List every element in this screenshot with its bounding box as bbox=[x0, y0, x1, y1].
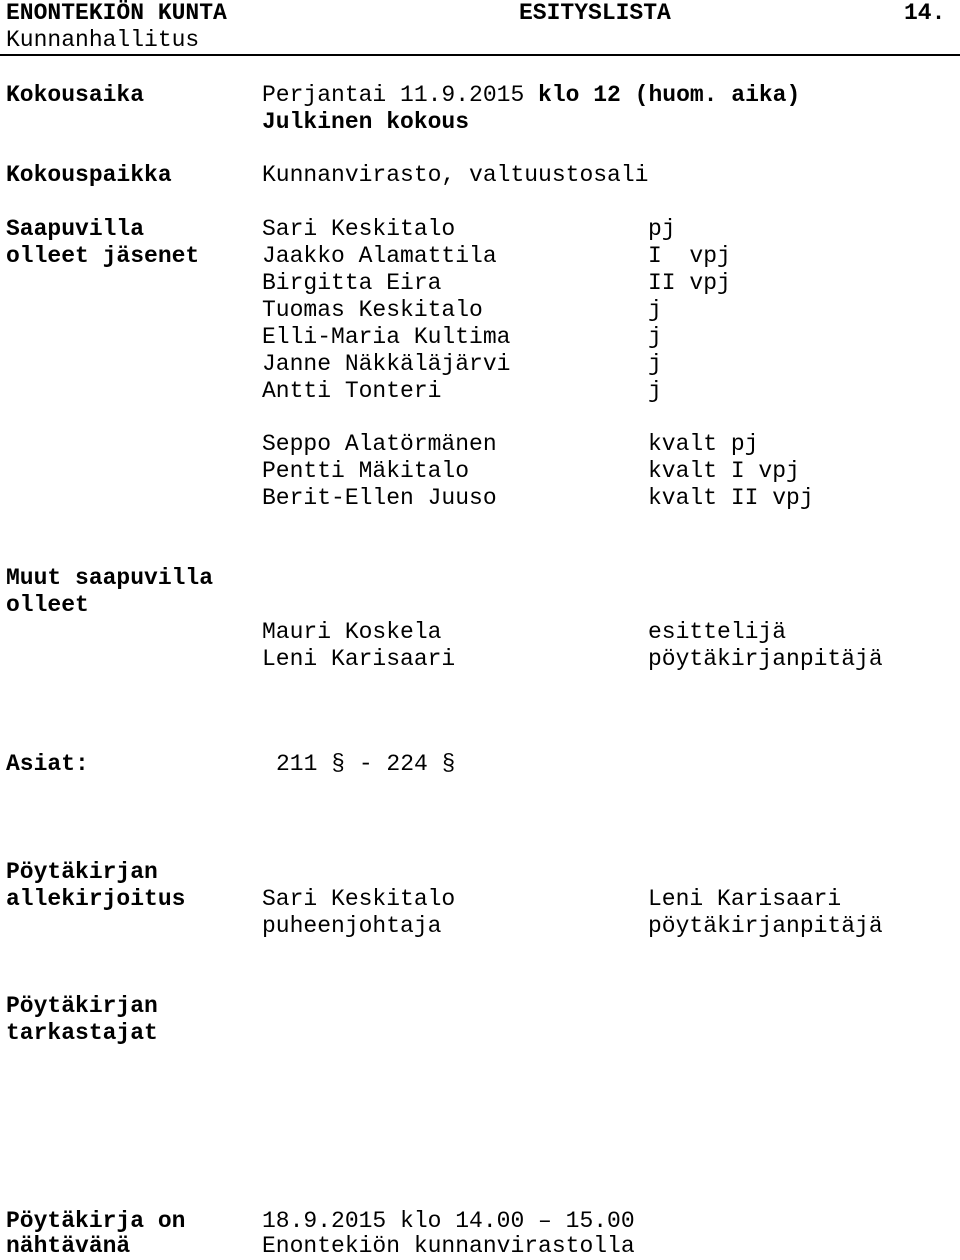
member-name: Janne Näkkäläjärvi bbox=[262, 351, 511, 377]
signing-label-line2: allekirjoitus bbox=[6, 886, 186, 912]
header-divider bbox=[0, 54, 960, 56]
member-name: Sari Keskitalo bbox=[262, 216, 456, 242]
member-name: Elli-Maria Kultima bbox=[262, 324, 511, 350]
member-role: pj bbox=[648, 216, 676, 242]
page-number: 14. bbox=[904, 0, 946, 26]
reviewers-label-line1: Pöytäkirjan bbox=[6, 993, 158, 1019]
signing-label-line1: Pöytäkirjan bbox=[6, 859, 158, 885]
others-label-line1: Muut saapuvilla bbox=[6, 565, 214, 591]
governing-body: Kunnanhallitus bbox=[6, 27, 200, 53]
matters-range: 211 § - 224 § bbox=[276, 751, 456, 777]
member-role: j bbox=[648, 297, 662, 323]
signer-secretary-name: Leni Karisaari bbox=[648, 886, 842, 912]
member-role: II vpj bbox=[648, 270, 731, 296]
availability-time: 18.9.2015 klo 14.00 – 15.00 bbox=[262, 1208, 635, 1234]
member-role: I vpj bbox=[648, 243, 731, 269]
member-name: Antti Tonteri bbox=[262, 378, 442, 404]
members-label-line2: olleet jäsenet bbox=[6, 243, 200, 269]
reviewers-label-line2: tarkastajat bbox=[6, 1020, 158, 1046]
members-label-line1: Saapuvilla bbox=[6, 216, 145, 242]
member-role: j bbox=[648, 378, 662, 404]
meeting-time-label: Kokousaika bbox=[6, 82, 145, 108]
council-member-name: Pentti Mäkitalo bbox=[262, 458, 470, 484]
other-attendee-role: pöytäkirjanpitäjä bbox=[648, 646, 883, 672]
meeting-time-value: Perjantai 11.9.2015 klo 12 (huom. aika) bbox=[262, 82, 801, 108]
council-member-role: kvalt pj bbox=[648, 431, 759, 457]
other-attendee-name: Leni Karisaari bbox=[262, 646, 456, 672]
council-member-name: Berit-Ellen Juuso bbox=[262, 485, 497, 511]
signer-chair-title: puheenjohtaja bbox=[262, 913, 442, 939]
availability-label-line1: Pöytäkirja on bbox=[6, 1208, 186, 1234]
signer-chair-name: Sari Keskitalo bbox=[262, 886, 456, 912]
document-type: ESITYSLISTA bbox=[519, 0, 671, 26]
matters-label: Asiat: bbox=[6, 751, 89, 777]
council-member-name: Seppo Alatörmänen bbox=[262, 431, 497, 457]
member-name: Tuomas Keskitalo bbox=[262, 297, 483, 323]
meeting-place-value: Kunnanvirasto, valtuustosali bbox=[262, 162, 649, 188]
member-name: Jaakko Alamattila bbox=[262, 243, 497, 269]
member-role: j bbox=[648, 324, 662, 350]
council-member-role: kvalt I vpj bbox=[648, 458, 800, 484]
member-name: Birgitta Eira bbox=[262, 270, 442, 296]
other-attendee-role: esittelijä bbox=[648, 619, 787, 645]
other-attendee-name: Mauri Koskela bbox=[262, 619, 442, 645]
municipality-name: ENONTEKIÖN KUNTA bbox=[6, 0, 227, 26]
meeting-place-label: Kokouspaikka bbox=[6, 162, 172, 188]
council-member-role: kvalt II vpj bbox=[648, 485, 814, 511]
availability-place: Enontekiön kunnanvirastolla bbox=[262, 1233, 635, 1259]
others-label-line2: olleet bbox=[6, 592, 89, 618]
public-meeting-note: Julkinen kokous bbox=[262, 109, 470, 135]
availability-label-line2: nähtävänä bbox=[6, 1233, 131, 1259]
member-role: j bbox=[648, 351, 662, 377]
signer-secretary-title: pöytäkirjanpitäjä bbox=[648, 913, 883, 939]
